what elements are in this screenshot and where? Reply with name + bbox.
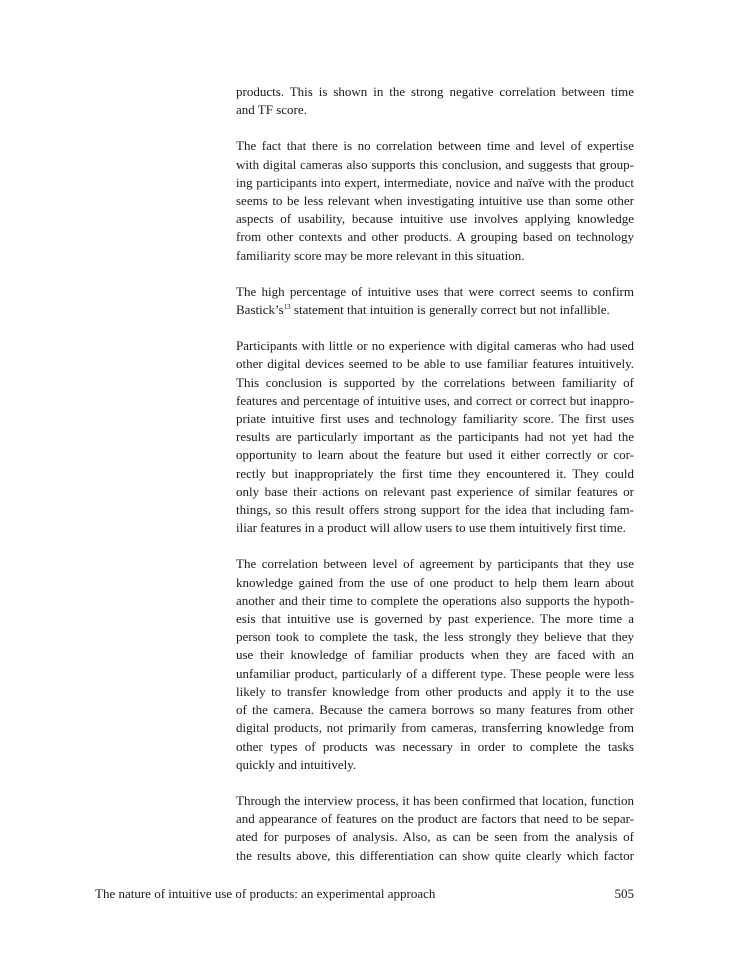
text-line: from other contexts and other products. A grouping based on technology bbox=[236, 229, 634, 245]
text-line: digital products, not primarily from cameras, transferring knowledge from bbox=[236, 720, 634, 736]
text-line: person took to complete the task, the less strongly they believe that they bbox=[236, 629, 634, 645]
text-line: Participants with little or no experience with digital cameras who had used bbox=[236, 338, 634, 354]
text-line: This conclusion is supported by the correlations between familiarity of bbox=[236, 374, 634, 390]
page-number: 505 bbox=[614, 886, 634, 901]
paragraph-4 bbox=[236, 337, 634, 537]
text-line: other digital devices seemed to be able to use familiar features intuitively. bbox=[236, 356, 634, 372]
text-line: The correlation between level of agreement by participants that they use bbox=[236, 556, 634, 572]
text-line: familiarity score may be more relevant in this situation. bbox=[236, 247, 525, 263]
text-line: and TF score. bbox=[236, 102, 307, 118]
text-line: other types of products was necessary in order to complete the tasks bbox=[236, 738, 634, 754]
text-line: products. This is shown in the strong negative correlation between time bbox=[236, 84, 634, 99]
paragraph-1 bbox=[236, 83, 634, 119]
text-line: seems to be less relevant when investigating intuitive use than some other bbox=[236, 193, 634, 209]
text-line bbox=[236, 301, 634, 319]
text-line: knowledge gained from the use of one product to help them learn about bbox=[236, 574, 634, 590]
text-line: rectly but inappropriately the first time they encountered it. They could bbox=[236, 465, 634, 481]
text-line: likely to transfer knowledge from other products and apply it to the use bbox=[236, 683, 634, 699]
running-title: The nature of intuitive use of products: an experimental approach bbox=[95, 886, 436, 901]
text-line: quickly and intuitively. bbox=[236, 756, 357, 772]
paragraph-5 bbox=[236, 555, 634, 773]
text-line: ated for purposes of analysis. Also, as can be seen from the analysis of bbox=[236, 829, 634, 845]
text-line: Through the interview process, it has been confirmed that location, function bbox=[236, 792, 634, 808]
author-name: Bastick’s bbox=[236, 302, 284, 318]
text-line: The high percentage of intuitive uses that were correct seems to confirm bbox=[236, 283, 634, 299]
paragraph-2 bbox=[236, 137, 634, 264]
body-text bbox=[236, 83, 634, 883]
text-line: The fact that there is no correlation between time and level of expertise bbox=[236, 138, 634, 154]
text-line: ing participants into expert, intermediate, novice and naïve with the product bbox=[236, 174, 634, 190]
text-line: only base their actions on relevant past experience of similar features or bbox=[236, 483, 634, 499]
text-line: another and their time to complete the operations also supports the hypoth- bbox=[236, 592, 634, 608]
text-line: of the camera. Because the camera borrows so many features from other bbox=[236, 702, 634, 718]
paragraph-3 bbox=[236, 283, 634, 319]
text-line: use their knowledge of familiar products when they are faced with an bbox=[236, 647, 634, 663]
text-line: with digital cameras also supports this conclusion, and suggests that group- bbox=[236, 156, 634, 172]
text-line: esis that intuitive use is governed by past experience. The more time a bbox=[236, 611, 634, 627]
text-fragment: statement that intuition is generally correct but not infallible. bbox=[290, 302, 610, 318]
text-line: priate intuitive first uses and technology familiarity score. The first uses bbox=[236, 411, 634, 427]
text-line: iliar features in a product will allow users to use them intuitively first time. bbox=[236, 520, 626, 536]
text-line: things, so this result offers strong support for the idea that including fam- bbox=[236, 502, 634, 518]
text-line: opportunity to learn about the feature but used it either correctly or cor- bbox=[236, 447, 634, 463]
text-line: aspects of usability, because intuitive use involves applying knowledge bbox=[236, 211, 634, 227]
text-line: unfamiliar product, particularly of a different type. These people were less bbox=[236, 665, 634, 681]
text-line: the results above, this differentiation can show quite clearly which factor bbox=[236, 847, 634, 863]
paragraph-6 bbox=[236, 792, 634, 865]
text-line: and appearance of features on the product are factors that need to be separ- bbox=[236, 811, 634, 827]
citation-reference: 13 bbox=[283, 303, 291, 312]
text-line: features and percentage of intuitive uses, and correct or correct but inappro- bbox=[236, 392, 634, 408]
text-line: results are particularly important as the participants had not yet had the bbox=[236, 429, 634, 445]
